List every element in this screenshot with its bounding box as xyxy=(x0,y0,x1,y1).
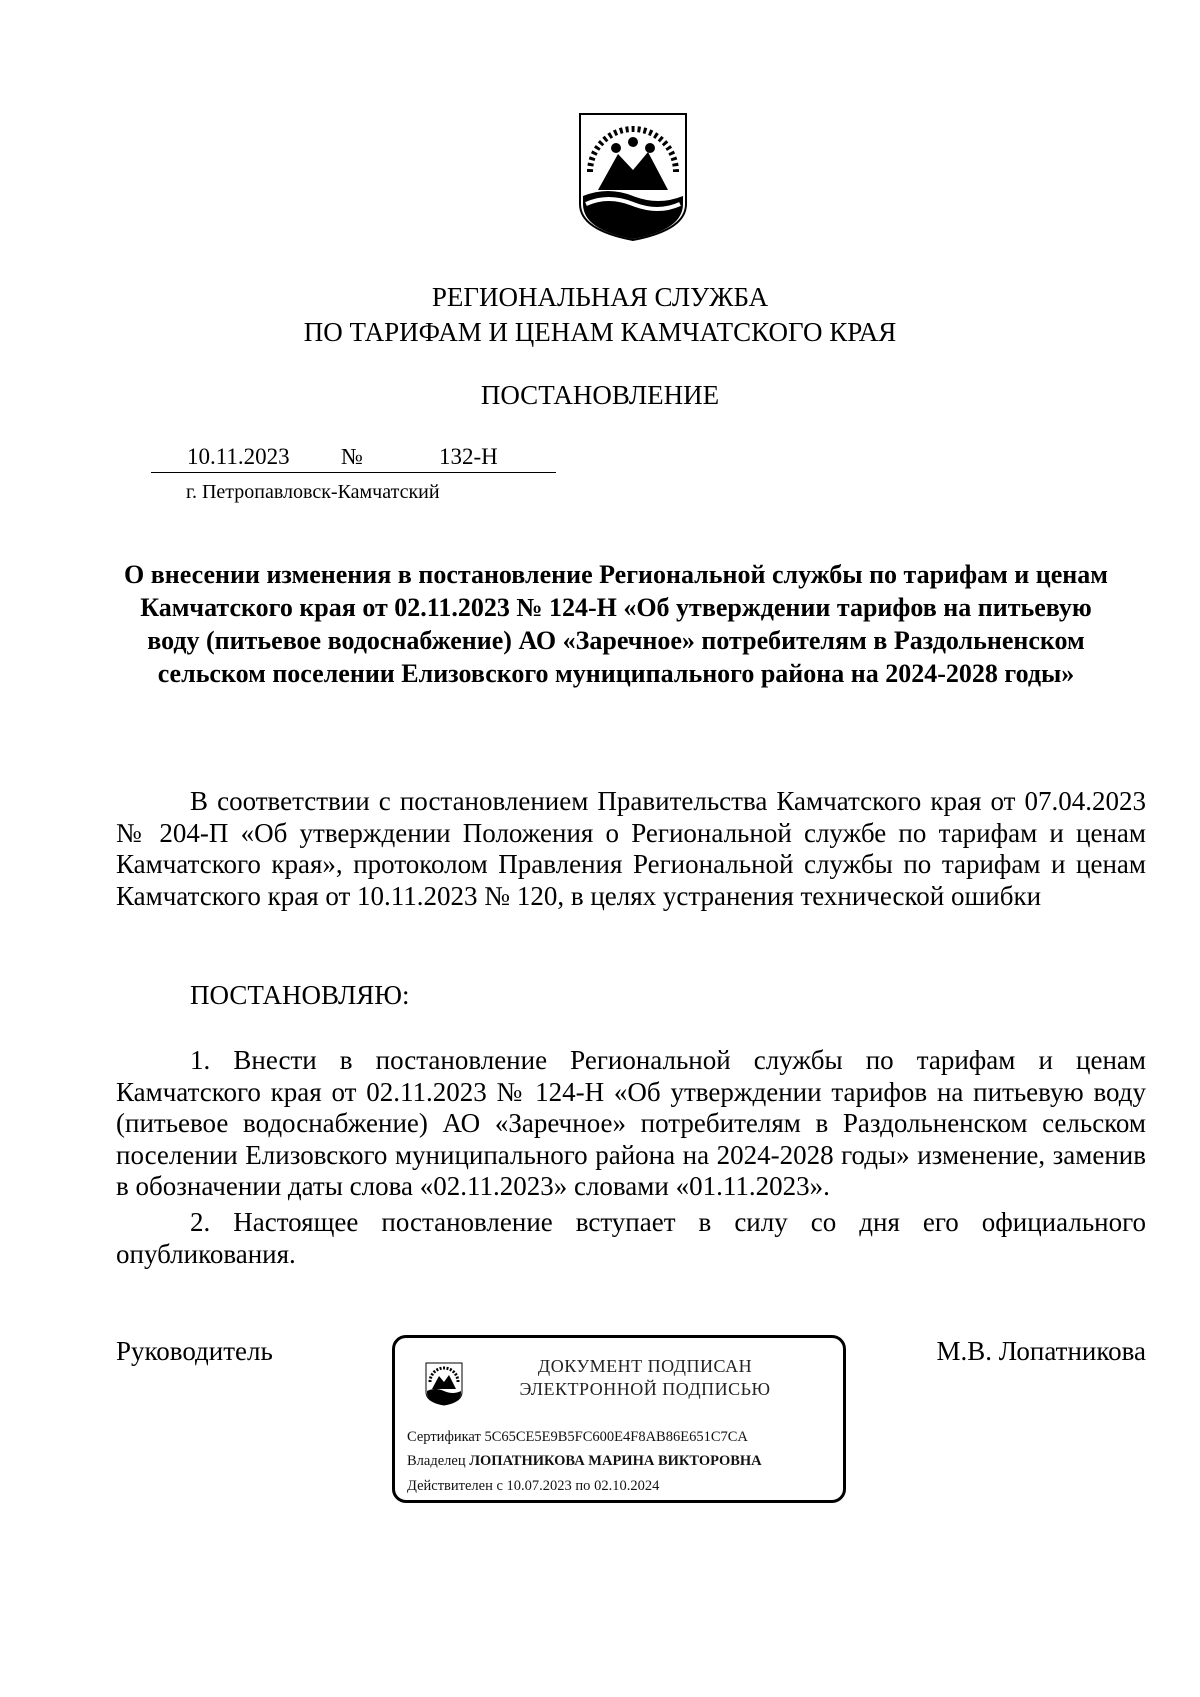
decree-item-1: 1. Внести в постановление Региональной службы по тарифам и ценам Камчатского края от 02.11.2023 № 124-Н «Об утверждении тарифов на питьевую воду (питьевое водоснабжение) АО «Заречное» потребителям в Раздольненском сельском поселении Елизовского муниципального района на 2024-2028 годы» изменение, заменив в обозначении даты слова «02.11.2023» словами «01.11.2023». xyxy=(116,1045,1146,1201)
document-title: О внесении изменения в постановление Региональной службы по тарифам и ценам Камчатского края от 02.11.2023 № 124-Н «Об утверждении тарифов на питьевую воду (питьевое водоснабжение) АО «Заречное» потребителям в Раздольненском сельском поселении Елизовского муниципального района на 2024-2028 годы» xyxy=(124,560,1108,688)
organization-name-line1: РЕГИОНАЛЬНАЯ СЛУЖБА xyxy=(431,282,769,312)
stamp-valid-to: 02.10.2024 xyxy=(594,1478,660,1494)
registration-line xyxy=(151,442,556,473)
kamchatka-emblem-icon xyxy=(578,112,688,242)
preamble-paragraph: В соответствии с постановлением Правительства Камчатского края от 07.04.2023 № 204-П «Об утверждении Положения о Региональной службе по тарифам и ценам Камчатского края», протоколом Правления Региональной службы по тарифам и ценам Камчатского края от 10.11.2023 № 120, в целях устранения технической ошибки xyxy=(116,786,1146,911)
stamp-validity xyxy=(407,1478,659,1495)
document-date: 10.11.2023 xyxy=(187,444,290,469)
document-place: г. Петропавловск-Камчатский xyxy=(186,481,440,503)
document-type: ПОСТАНОВЛЕНИЕ xyxy=(480,380,720,410)
stamp-valid-from: 10.07.2023 xyxy=(506,1478,572,1494)
stamp-certificate-label: Сертификат xyxy=(407,1429,481,1445)
decree-word: ПОСТАНОВЛЯЮ: xyxy=(190,980,410,1010)
stamp-valid-to-label: по xyxy=(575,1478,591,1494)
stamp-certificate xyxy=(407,1429,748,1446)
stamp-owner-label: Владелец xyxy=(407,1453,466,1469)
stamp-certificate-value: 5C65CE5E9B5FC600E4F8AB86E651C7CA xyxy=(484,1429,748,1445)
organization-name-line2: ПО ТАРИФАМ И ЦЕНАМ КАМЧАТСКОГО КРАЯ xyxy=(303,317,897,347)
stamp-owner xyxy=(407,1453,762,1470)
number-sign: № xyxy=(341,444,363,469)
electronic-signature-stamp xyxy=(392,1335,846,1503)
signer-role: Руководитель xyxy=(116,1336,273,1366)
stamp-header-2: ЭЛЕКТРОННОЙ ПОДПИСЬЮ xyxy=(519,1379,771,1399)
stamp-header-1: ДОКУМЕНТ ПОДПИСАН xyxy=(537,1356,753,1376)
stamp-emblem-icon xyxy=(425,1362,463,1406)
document-number: 132-Н xyxy=(439,444,498,469)
decree-item-2: 2. Настоящее постановление вступает в силу со дня его официального опубликования. xyxy=(116,1207,1146,1269)
stamp-owner-value: ЛОПАТНИКОВА МАРИНА ВИКТОРОВНА xyxy=(469,1453,762,1469)
signer-name: М.В. Лопатникова xyxy=(936,1336,1146,1366)
stamp-valid-label: Действителен с xyxy=(407,1478,503,1494)
